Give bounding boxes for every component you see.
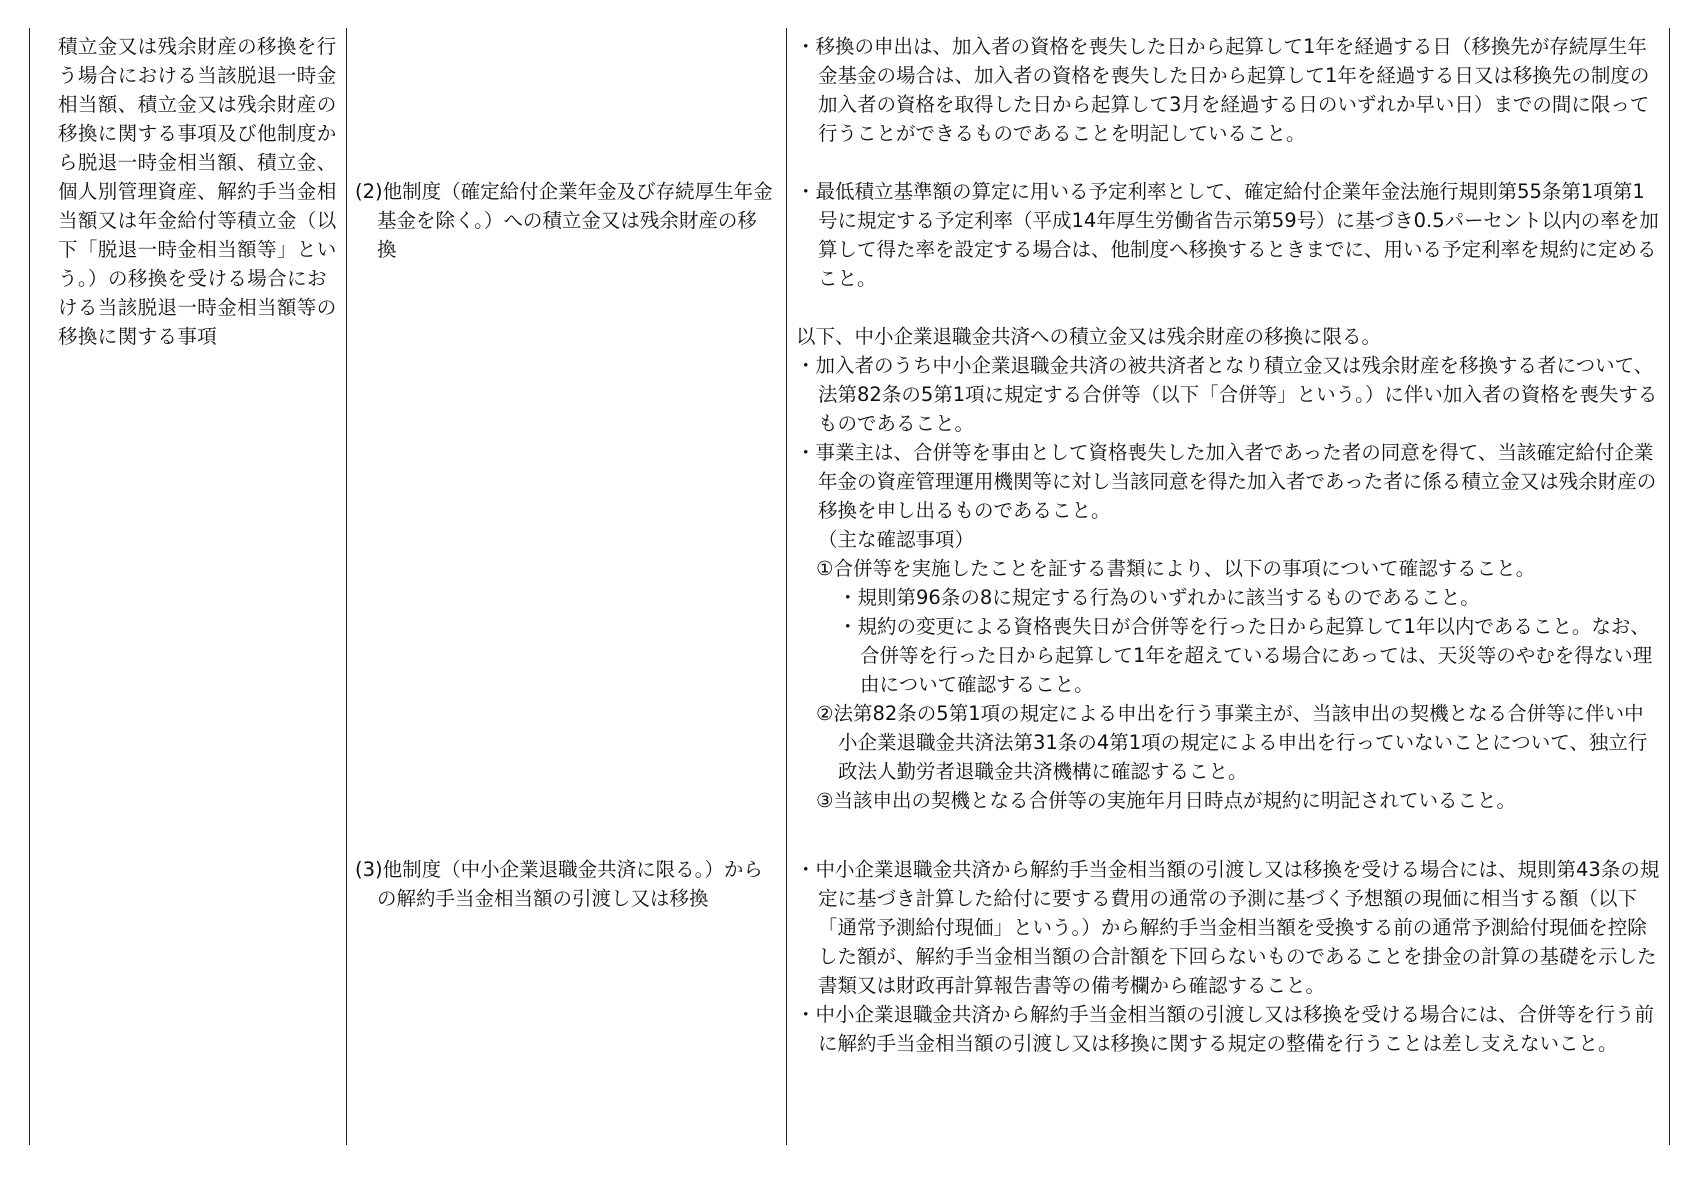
check-bullet-assumed-interest-rate: ・最低積立基準額の算定に用いる予定利率として、確定給付企業年金法施行規則第55条第1項第1号に規定する予定利率（平成14年厚生労働省告示第59号）に基づき0.5パーセント以内の率を加算して得た率を設定する場合は、他制度へ移換するときまでに、用いる予定利率を規約に定めること。 xyxy=(796,180,1659,290)
check-item-1-sub-a: ・規則第96条の8に規定する行為のいずれかに該当するものであること。 xyxy=(838,586,1480,609)
category-text: 積立金又は残余財産の移換を行う場合における当該脱退一時金相当額、積立金又は残余財産の移換に関する事項及び他制度から脱退一時金相当額、積立金、個人別管理資産、解約手当金相当額又は年金給付等積立金（以下「脱退一時金相当額等」という。）の移換を受ける場合における当該脱退一時金相当額等の移換に関する事項 xyxy=(58,35,337,348)
item-2-transfer-out: (2)他制度（確定給付企業年金及び存続厚生年金基金を除く。）への積立金又は残余財産の移換 xyxy=(355,180,773,261)
table-border-col2-col3 xyxy=(786,28,787,1145)
check-bullet-member-qualification-loss: ・加入者のうち中小企業退職金共済の被共済者となり積立金又は残余財産を移換する者について、法第82条の5第1項に規定する合併等（以下「合併等」という。）に伴い加入者の資格を喪失するものであること。 xyxy=(796,354,1658,435)
item-3-transfer-in: (3)他制度（中小企業退職金共済に限る。）からの解約手当金相当額の引渡し又は移換 xyxy=(355,858,763,910)
table-border-col1-col2 xyxy=(346,28,347,1145)
table-border-left xyxy=(29,28,30,1145)
check-bullet-projected-benefit-value: ・中小企業退職金共済から解約手当金相当額の引渡し又は移換を受ける場合には、規則第43条の規定に基づき計算した給付に要する費用の通常の予測に基づく予想額の現価に相当する額（以下「通常予測給付現価」という。）から解約手当金相当額を受換する前の通常予測給付現価を控除した額が、解約手当金相当額の合計額を下回らないものであることを掛金の計算の基礎を示した書類又は財政再計算報告書等の備考欄から確認すること。 xyxy=(796,858,1660,997)
main-check-items-heading: （主な確認事項） xyxy=(818,528,975,551)
check-bullet-application-deadline: ・移換の申出は、加入者の資格を喪失した日から起算して1年を経過する日（移換先が存続厚生年金基金の場合は、加入者の資格を喪失した日から起算して1年を経過する日又は移換先の制度の加入者の資格を取得した日から起算して3月を経過する日のいずれか早い日）までの間に限って行うことができるものであることを明記していること。 xyxy=(796,35,1650,145)
scope-limit-note: 以下、中小企業退職金共済への積立金又は残余財産の移換に限る。 xyxy=(796,325,1382,348)
check-bullet-employer-consent: ・事業主は、合併等を事由として資格喪失した加入者であった者の同意を得て、当該確定給付企業年金の資産管理運用機関等に対し当該同意を得た加入者であった者に係る積立金又は残余財産の移換を申し出るものであること。 xyxy=(796,441,1657,522)
check-bullet-prior-rule-setup: ・中小企業退職金共済から解約手当金相当額の引渡し又は移換を受ける場合には、合併等を行う前に解約手当金相当額の引渡し又は移換に関する規定の整備を行うことは差し支えないこと。 xyxy=(796,1003,1655,1055)
column-item-category xyxy=(58,32,344,351)
check-item-1-sub-b: ・規約の変更による資格喪失日が合併等を行った日から起算して1年以内であること。なお、合併等を行った日から起算して1年を超えている場合にあっては、天災等のやむを得ない理由について確認すること。 xyxy=(838,615,1653,696)
check-item-3: ③当該申出の契機となる合併等の実施年月日時点が規約に明記されていること。 xyxy=(816,789,1516,812)
check-item-2: ②法第82条の5第1項の規定による申出を行う事業主が、当該申出の契機となる合併等に伴い中小企業退職金共済法第31条の4第1項の規定による申出を行っていないことについて、独立行政法人勤労者退職金共済機構に確認すること。 xyxy=(816,702,1648,783)
table-border-right xyxy=(1669,28,1670,1145)
check-item-1: ①合併等を実施したことを証する書類により、以下の事項について確認すること。 xyxy=(816,557,1536,580)
